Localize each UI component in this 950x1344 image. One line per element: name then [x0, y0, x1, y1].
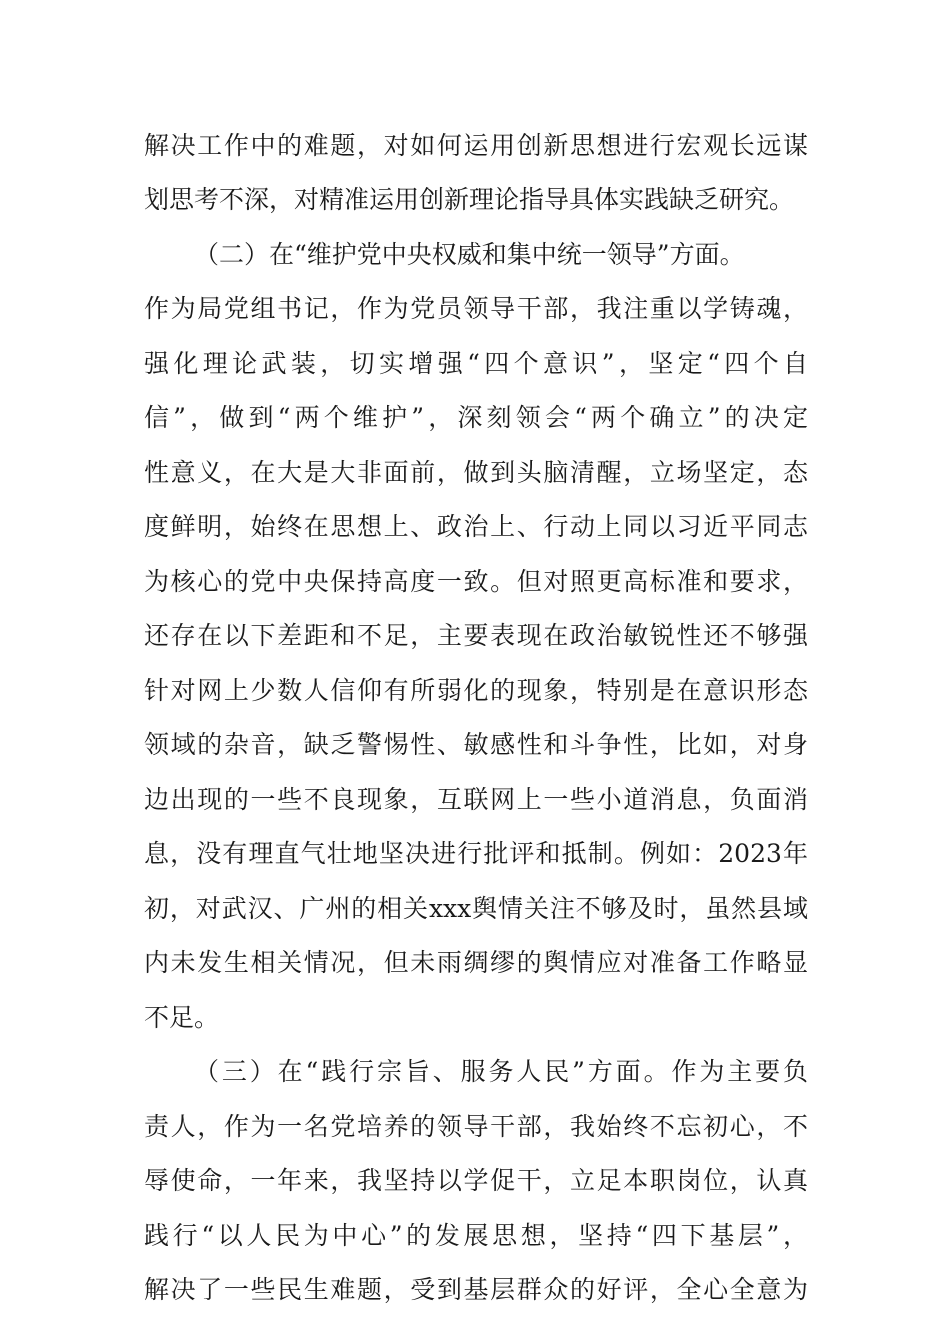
text-line: 不足。 — [144, 1003, 220, 1032]
text-line: 信”，做到“两个维护”，深刻领会“两个确立”的决定 — [144, 403, 808, 432]
text-line: 强化理论武装，切实增强“四个意识”，坚定“四个自 — [144, 349, 808, 378]
text-line: 为核心的党中央保持高度一致。但对照更高标准和要求， — [144, 567, 808, 596]
text-line: 针对网上少数人信仰有所弱化的现象，特别是在意识形态 — [144, 676, 808, 705]
text-line: 作为局党组书记，作为党员领导干部，我注重以学铸魂， — [144, 294, 808, 323]
text-line: 领域的杂音，缺乏警惕性、敏感性和斗争性，比如，对身 — [144, 730, 808, 759]
text-line: 解决工作中的难题，对如何运用创新思想进行宏观长远谋 — [144, 131, 808, 160]
text-line: 责人，作为一名党培养的领导干部，我始终不忘初心，不 — [144, 1112, 808, 1141]
text-line: 践行“以人民为中心”的发展思想，坚持“四下基层”， — [144, 1221, 808, 1250]
text-line: 内未发生相关情况，但未雨绸缪的舆情应对准备工作略显 — [144, 948, 808, 977]
text-line: 划思考不深，对精准运用创新理论指导具体实践缺乏研究。 — [144, 185, 795, 214]
section-heading-line: （三）在“践行宗旨、服务人民”方面。作为主要负 — [194, 1057, 808, 1086]
text-line: 辱使命，一年来，我坚持以学促干，立足本职岗位，认真 — [144, 1166, 808, 1195]
text-line: 解决了一些民生难题，受到基层群众的好评，全心全意为 — [144, 1275, 808, 1304]
text-line: 性意义，在大是大非面前，做到头脑清醒，立场坚定，态 — [144, 458, 808, 487]
text-line: 初，对武汉、广州的相关xxx舆情关注不够及时，虽然县域 — [144, 894, 808, 923]
text-line: 度鲜明，始终在思想上、政治上、行动上同以习近平同志 — [144, 512, 808, 541]
text-line: 边出现的一些不良现象，互联网上一些小道消息，负面消 — [144, 785, 808, 814]
text-line: 息，没有理直气壮地坚决进行批评和抵制。例如：2023年 — [144, 839, 808, 868]
section-heading-line: （二）在“维护党中央权威和集中统一领导”方面。 — [194, 240, 745, 269]
text-line: 还存在以下差距和不足，主要表现在政治敏锐性还不够强 — [144, 621, 808, 650]
